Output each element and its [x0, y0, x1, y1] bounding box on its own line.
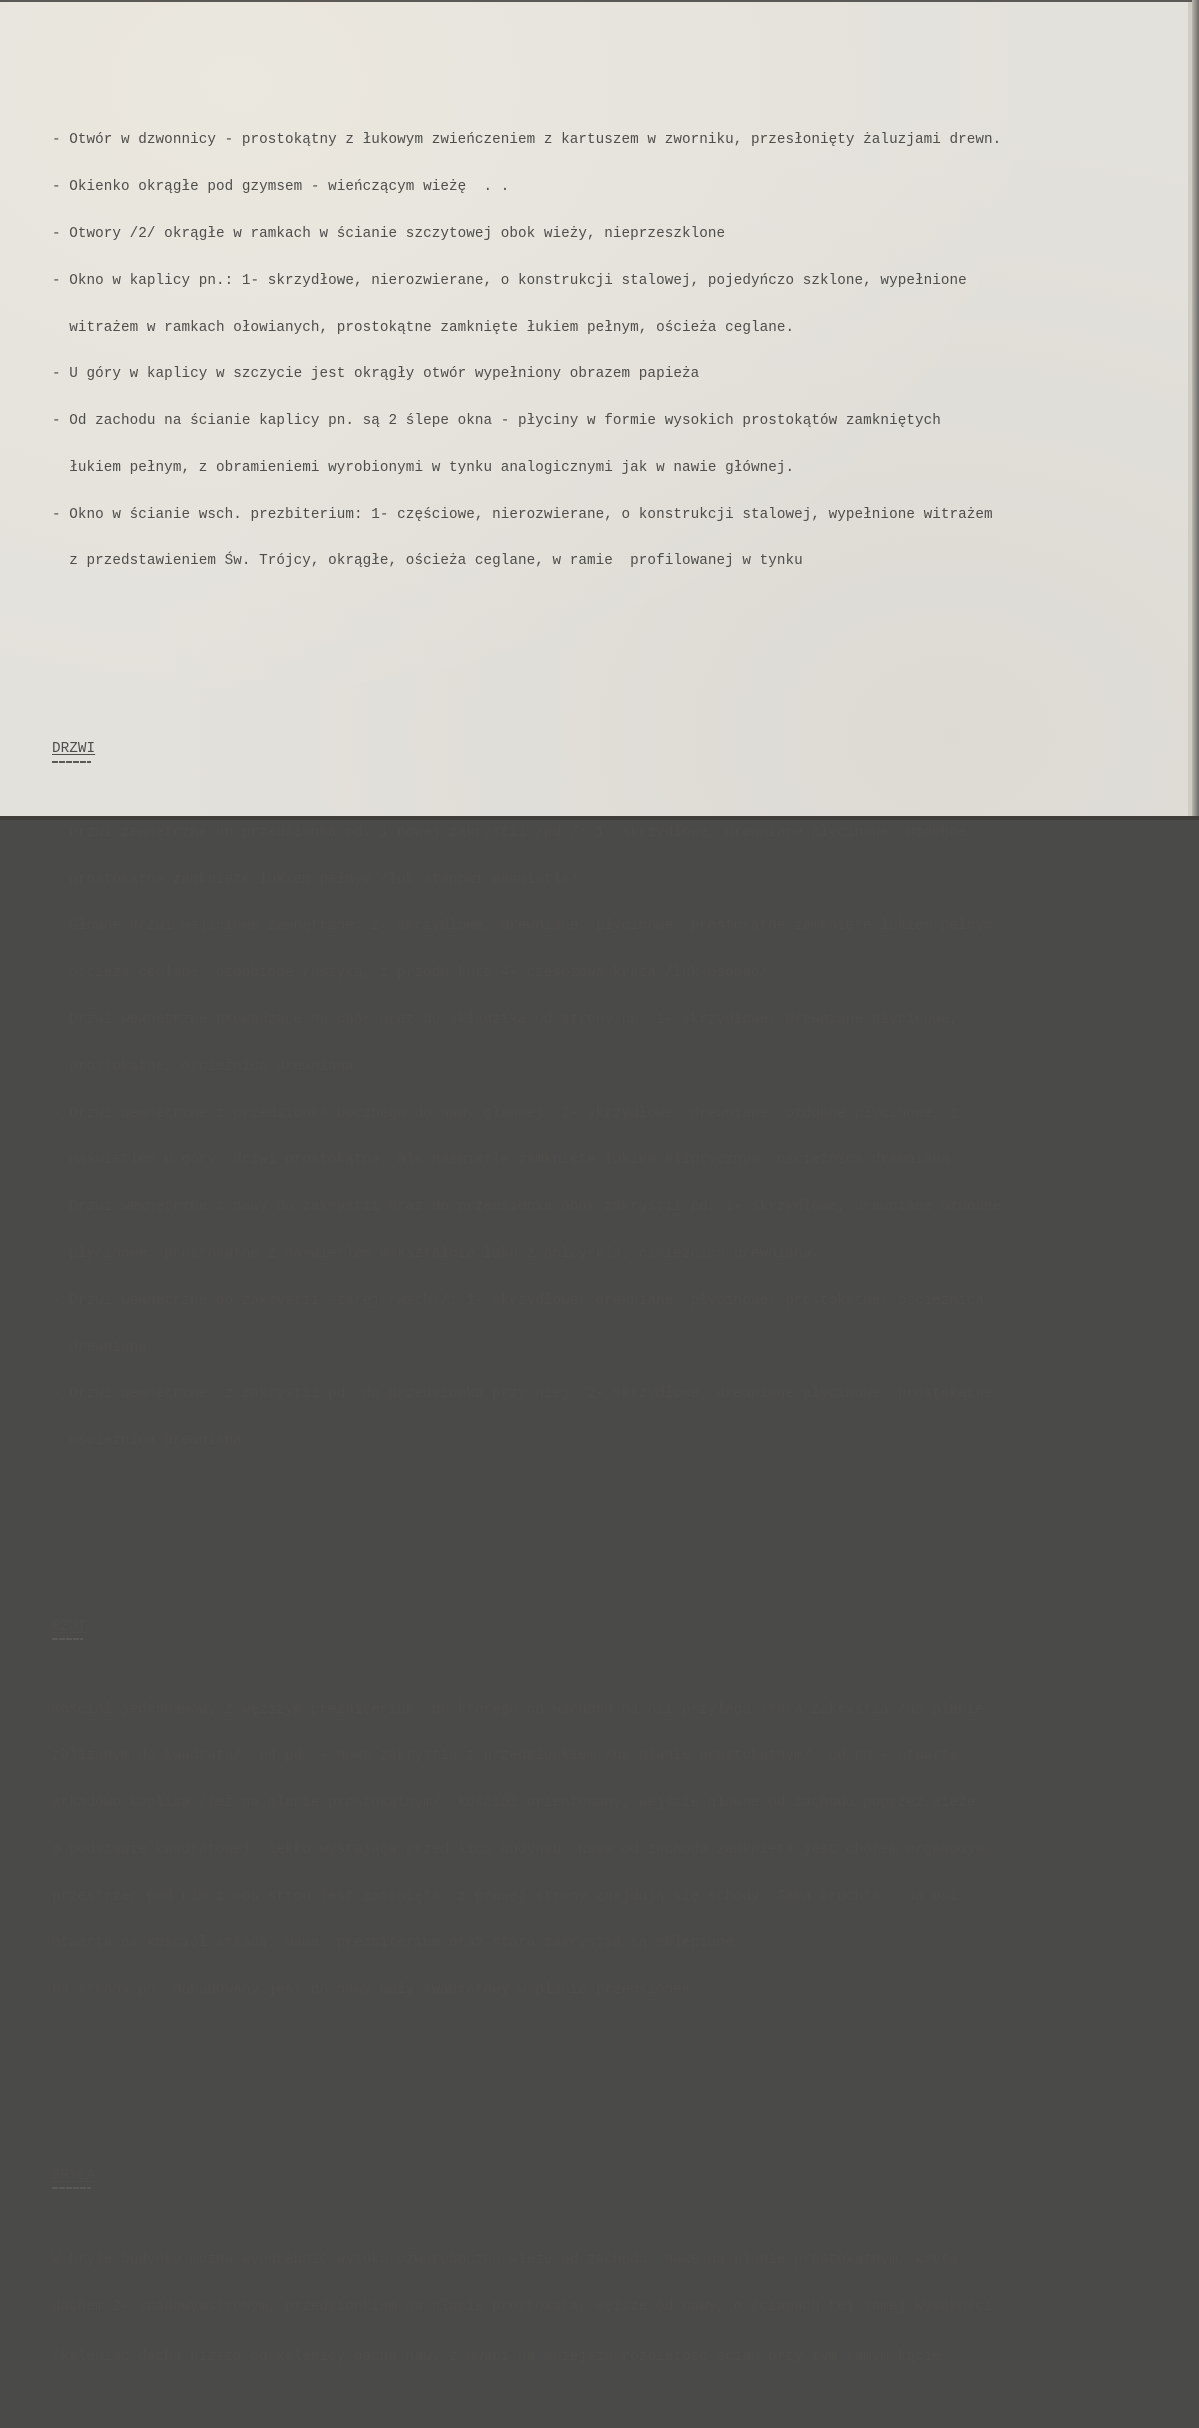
list-item-continuation: ościeża ceglane, ozdobione rustyką, z przodu kuta 4- częściowa krata /łuk osobno/ [52, 965, 769, 982]
list-item-continuation: prostokątne zamknięte łukiem pełnym /łuk stanowi naświetle/. [52, 871, 588, 888]
paragraph-line: zbliżonym do kwadratu/, od pd. - nowa zakrystia z przedsionkiem /na planie prostokątnym/, od pn.- otwarta [52, 1748, 959, 1765]
paragraph-line: Od strony pd. dobudowany jest do nawy mały kwadratowy w planie przedsionek. [52, 1982, 700, 1999]
openings-list [52, 102, 1182, 601]
list-item: - Otwory /2/ okrągłe w ramkach w ścianie szczytowej obok wieży, nieprzeszklone [52, 225, 726, 242]
paragraph-line: Kościół jednonawowy z węższym prezbiterium, do którego od wschodu na osi przylega stara zakrystia /na planie [52, 1701, 984, 1718]
section-heading: RZUT [52, 1618, 87, 1635]
section-bryla [52, 2138, 1182, 2398]
list-item-continuation: z przedstawieniem Św. Trójcy, okrągłe, ościeża ceglane, w ramie profilowanej w tynku [52, 553, 803, 570]
paragraph-line: W bryle budynku można wyodrębnić wysoką czworoboczną wieżę od zachodu, nawę na planie prostokątnym, krytą [52, 2251, 959, 2268]
list-item: - Drzwi wewnętrzne z zakrystii pd. do przedsionka przy niej: 2- skrzydłowe, drewniane płycinowe, prostokątne, [52, 1386, 1002, 1403]
paragraph-line: przestrzeń pod nim z obu stron jest zamknięta, z prawej strony znajdują się schody. Sama kruchta - na osi [52, 1888, 959, 1905]
list-item: - Drzwi wewnętrzne z nawy do zakrystii oraz do przedsionka obok zakrystii pd: 1- skrzydłowe, drewniane ozdobne [52, 1199, 1002, 1216]
list-item: - Otwór w dzwonnicy - prostokątny z łukowym zwieńczeniem z kartuszem w zworniku, przesłonięty żaluzjami drewn. [52, 132, 1002, 149]
list-item: - Okno w ścianie wsch. prezbiterium: 1- częściowe, nierozwierane, o konstrukcji stalowej, wypełnione witrażem [52, 506, 993, 523]
list-item: - Od zachodu na ścianie kaplicy pn. są 2 ślepe okna - płyciny w formie wysokich prostokątów zamkniętych [52, 413, 941, 430]
list-item-continuation: witrażem w ramkach ołowianych, prostokątne zamknięte łukiem pełnym, ościeża ceglane. [52, 319, 795, 336]
document-body [52, 71, 1182, 2428]
list-item: - U góry w kaplicy w szczycie jest okrągły otwór wypełniony obrazem papieża [52, 366, 700, 383]
list-item: - Okienko okrągłe pod gzymsem - wieńczącym wieżę . . [52, 179, 510, 196]
list-item-continuation: drewniana [52, 1339, 147, 1356]
list-item: - Drzwi wewnętrzne prowadzące na chór oraz do składzika od strony pn: 1- skrzydłowe, drewniane płycinowe, [52, 1012, 959, 1029]
section-drzwi [52, 711, 1182, 1481]
section-rzut [52, 1588, 1182, 2030]
typewritten-page [0, 2, 1192, 2366]
paragraph-line: o podstawie kwadratowej, lekko wystająca przed lico budynku. Nawa od zachodu zamknięta jest chórem organowym, [52, 1841, 993, 1858]
paragraph-line: arkadowo kaplica /też na planie prostokątnym/. Kościół orientowany, wejście główne od zachodu poprzez wieżę [52, 1795, 976, 1812]
list-item: - Okno w kaplicy pn.: 1- skrzydłowe, nierozwierane, o konstrukcji stalowej, pojedyńczo szklone, wypełnione [52, 272, 967, 289]
scan-right-edge [1192, 0, 1199, 820]
list-item: - Główne drzwi wejściowe zewnętrzne: 2- skrzydłowe, drewniane, płycinowe, prostokątne zamknięte łukiem pełnym [52, 918, 993, 935]
scan-bottom-edge [0, 816, 1199, 820]
paragraph-line: dachem 2- spadowymstromym, przedsionkiem na planie prostokąta, węższe od nawy, o ścianach tej samej wysokości [52, 2298, 993, 2315]
list-item: - Drzwi wewnętrzne do zakrystii starej /wsch./: 1- skrzydłowe, drewniane, płycinowe, prostokątne, ościeżnica [52, 1292, 984, 1309]
list-item-continuation: płycinowe, prostokątne z naświetlem w kształcie łuku z półcyrkla, ościeżnica drewniana. [52, 1245, 821, 1262]
list-item: - Drzwi zewnętrzne do przedsionka pd. i nowej zakrystii /pd./: 1- skrzydłowe, drewniane płycinowe, ozdobne, [52, 824, 976, 841]
section-heading: BRYŁA [52, 2167, 96, 2184]
list-item: - Drzwi wewnętrzne z przedsionka bocznego do nawy głównej: 2- skrzydłowe, drewniane, ozdobne płycinowe, z [52, 1105, 959, 1122]
list-item-continuation: ościeżnica drewniana. [52, 1433, 251, 1450]
list-item-continuation: prostokątne, ościeżnica drewniana [52, 1058, 355, 1075]
list-item-continuation: łukiem pełnym, z obramieniemi wyrobionymi w tynku analogicznymi jak w nawie głównej. [52, 459, 795, 476]
section-heading: DRZWI [52, 740, 96, 757]
paragraph-line: otwarta na kościół arkadą. Nawa, prezbiterium oraz stara zakrystia są sklepione. [52, 1935, 743, 1952]
paragraph-line: /kaleniac dachu niższa od kalenicy dachu nawy z uwagi na mniejszą rozpiętość ścian przy tym samym kącie [52, 2349, 941, 2366]
list-item-continuation: naświetlem u góry, drzwi prostokątne, ale naświetle zamknięte łukiem eliptycznym, ościeżnica drewniana. [52, 1152, 959, 1169]
